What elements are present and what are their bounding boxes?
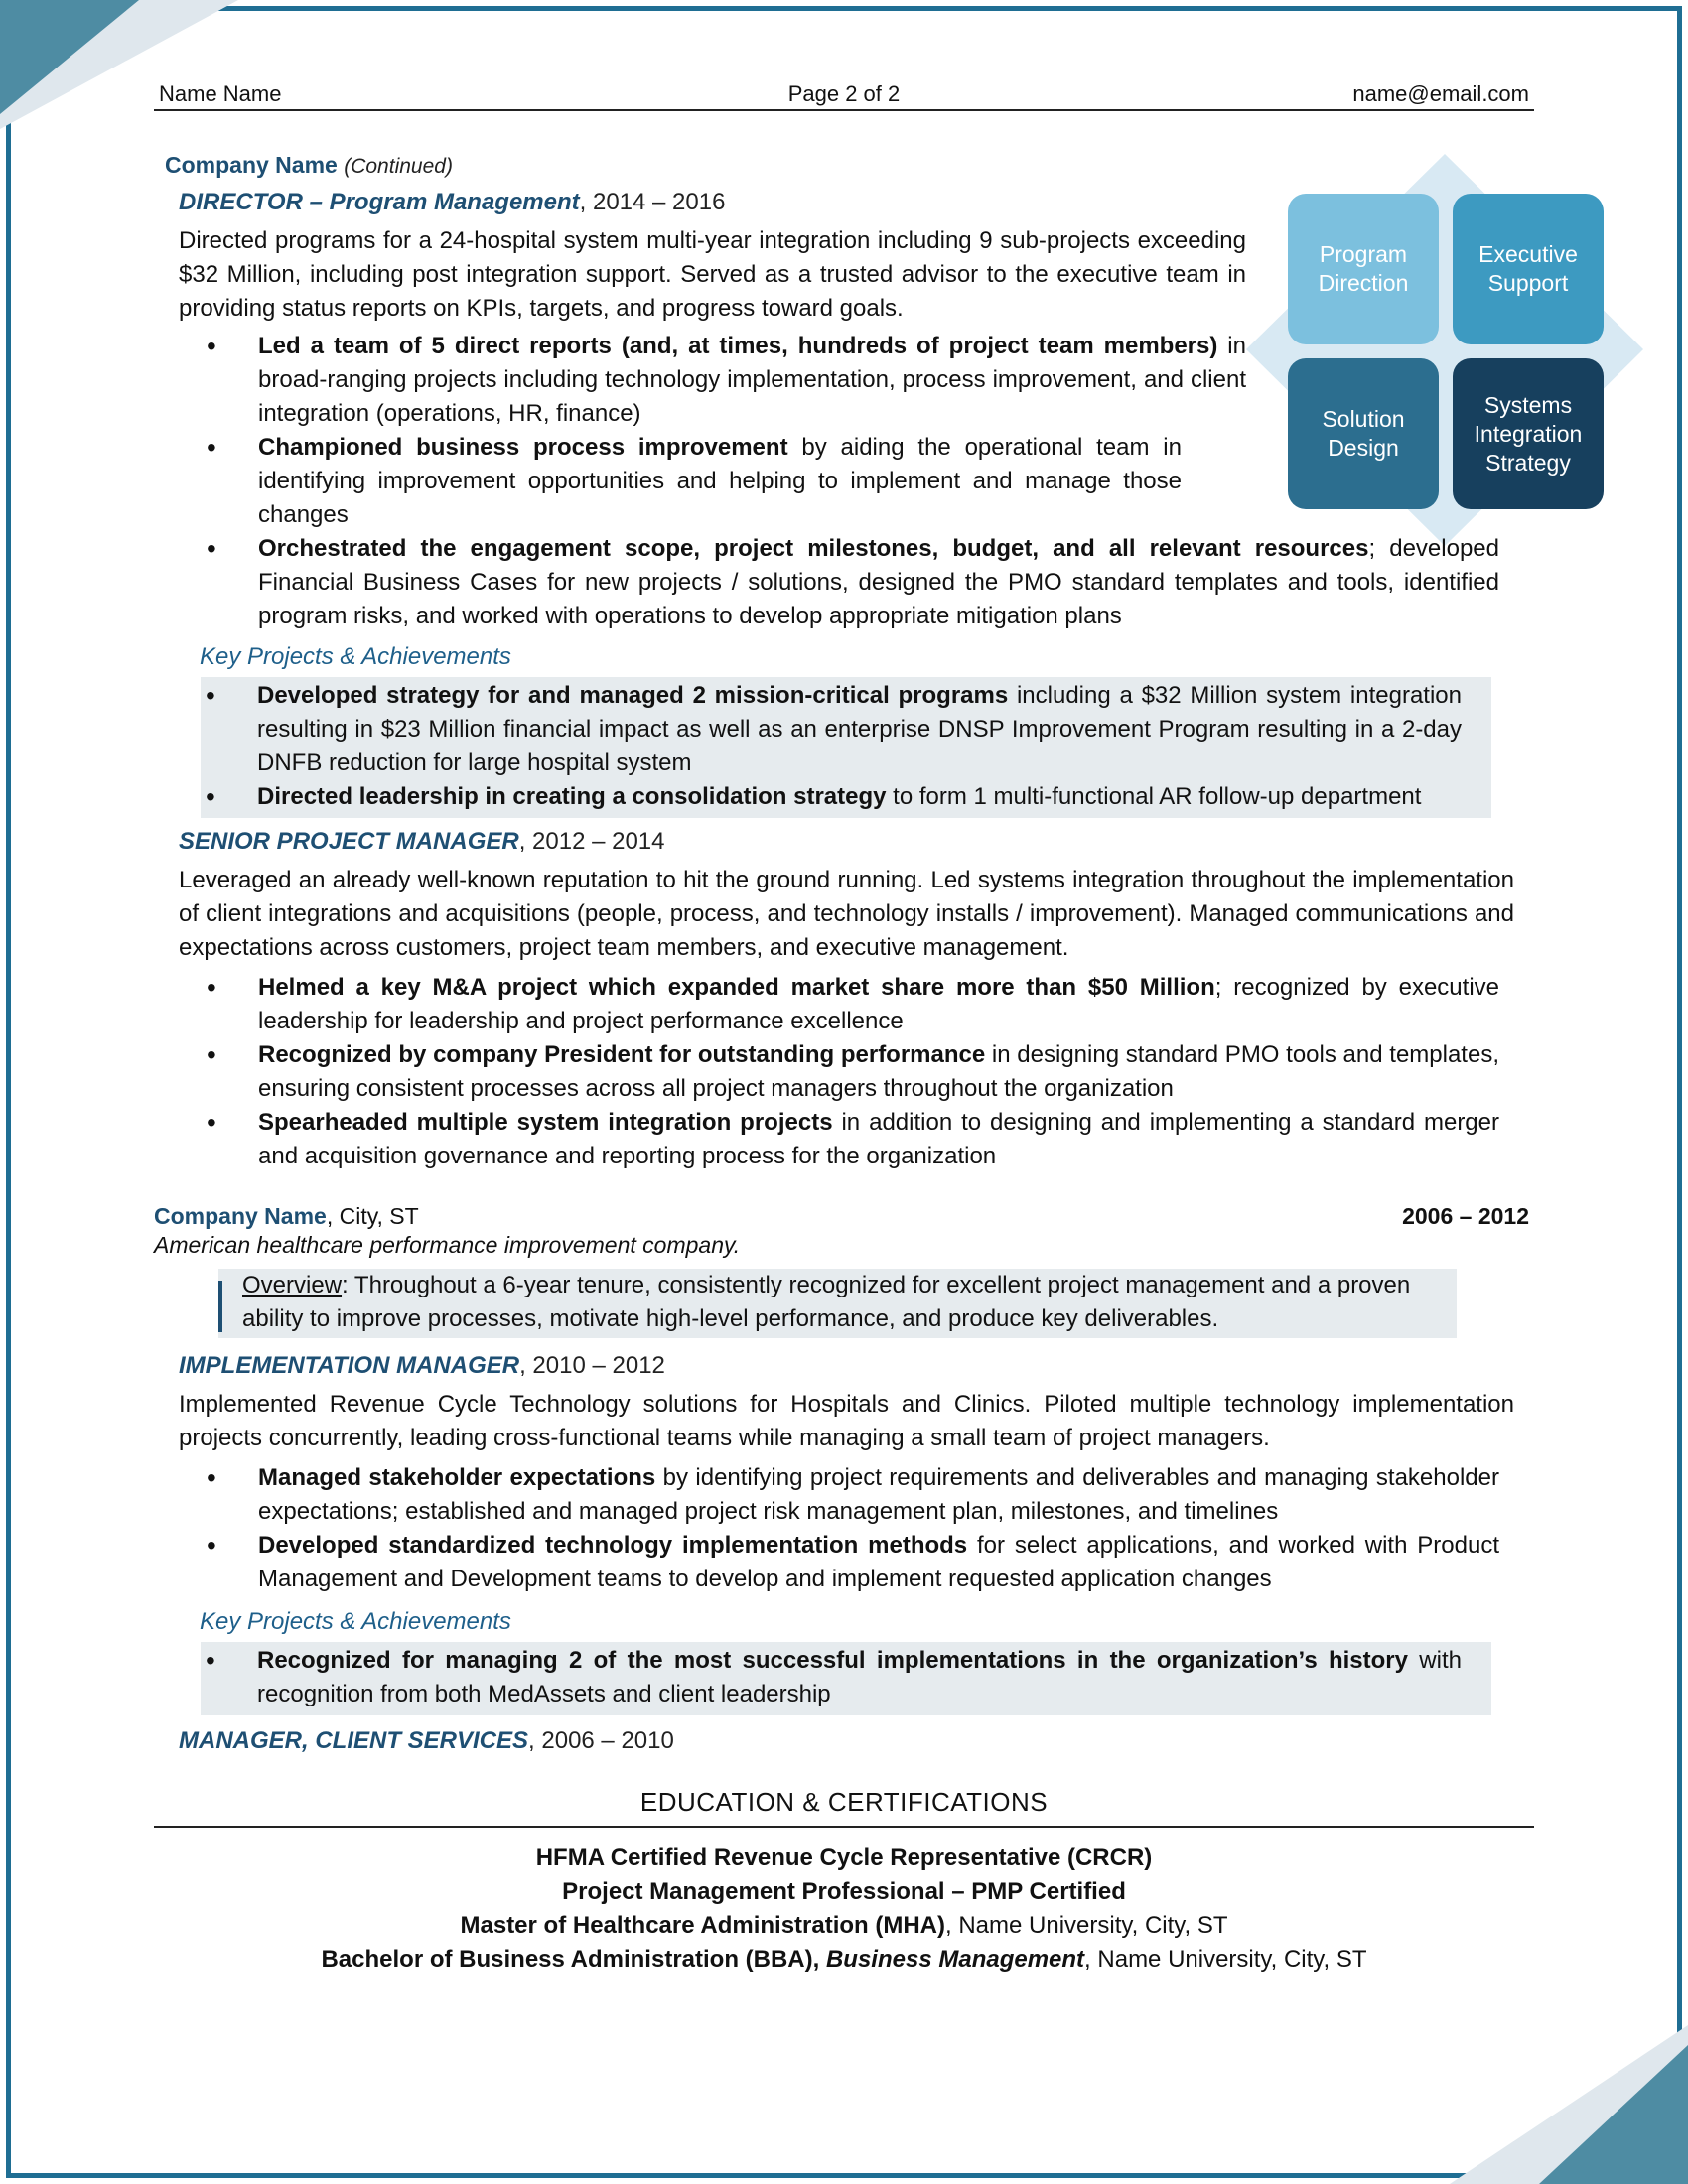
bottom-right-corner-decoration	[1450, 2025, 1688, 2184]
director-bullets	[179, 330, 1246, 532]
list-item: • Developed strategy for and managed 2 mission-critical programs including a $32 Million system integration resulting in $23 Million financial impact as well as an enterprise DNSP Improvement Program resulting in a 2-day DNFB reduction for large hospital system	[201, 679, 1462, 780]
list-item: • Recognized by company President for outstanding performance in designing standard PMO tools and templates, ensuring consistent processes across all project managers throughout the organization	[179, 1038, 1499, 1106]
job-title-manager-client-services: MANAGER, CLIENT SERVICES, 2006 – 2010	[179, 1727, 674, 1754]
page-header	[154, 75, 1534, 111]
company-header: Company Name, City, ST 2006 – 2012	[154, 1203, 1529, 1229]
key-projects-box	[201, 677, 1491, 818]
education-item: HFMA Certified Revenue Cycle Representative (CRCR)	[535, 1844, 1153, 1871]
list-item: • Managed stakeholder expectations by identifying project requirements and deliverables and managing stakeholder expectations; established and managed project risk management plan, milestones, and timelines	[179, 1461, 1499, 1529]
systems-integration-box: Systems Integration Strategy	[1453, 358, 1604, 509]
list-item: • Directed leadership in creating a consolidation strategy to form 1 multi-functional AR follow-up department	[201, 780, 1462, 814]
program-direction-box: Program Direction	[1288, 194, 1439, 344]
key-projects-label: Key Projects & Achievements	[200, 1608, 511, 1635]
company-dates: 2006 – 2012	[1402, 1203, 1529, 1229]
impl-bullets	[179, 1461, 1499, 1596]
header-email: name@email.com	[1352, 81, 1529, 106]
education-item: Project Management Professional – PMP Certified	[562, 1878, 1126, 1905]
impl-summary: Implemented Revenue Cycle Technology solutions for Hospitals and Clinics. Piloted multiple technology implementation projects concurrently, leading cross-functional teams while managing a small team of project managers.	[179, 1391, 1514, 1451]
overview-accent-bar	[218, 1281, 222, 1332]
key-projects-box	[201, 1642, 1491, 1715]
list-item: • Led a team of 5 direct reports (and, at times, hundreds of project team members) in broad-ranging projects including technology implementation, process improvement, and client integration (operations, HR, finance)	[179, 330, 1246, 431]
company-name: Company Name (Continued)	[165, 152, 453, 178]
executive-support-box: Executive Support	[1453, 194, 1604, 344]
spm-bullets	[179, 971, 1499, 1173]
list-item: • Helmed a key M&A project which expanded market share more than $50 Million; recognized by executive leadership for leadership and project performance excellence	[179, 971, 1499, 1038]
company-description: American healthcare performance improvement company.	[154, 1232, 741, 1258]
header-name: Name Name	[159, 81, 282, 106]
overview-box: Overview: Throughout a 6-year tenure, consistently recognized for excellent project management and a proven ability to improve processes, motivate high-level performance, and produce key deliverables.	[218, 1269, 1457, 1338]
director-summary: Directed programs for a 24-hospital system multi-year integration including 9 sub-projects exceeding $32 Million, including post integration support. Served as a trusted advisor to the executive team in providing status reports on KPIs, targets, and progress toward goals.	[179, 227, 1246, 322]
list-item: • Developed standardized technology implementation methods for select applications, and worked with Product Management and Development teams to develop and implement requested application changes	[179, 1529, 1499, 1596]
education-list	[154, 1842, 1534, 1977]
education-item: Bachelor of Business Administration (BBA), Business Management, Name University, City, ST	[321, 1946, 1367, 1973]
director-bullets-continued	[179, 532, 1499, 633]
company-name: Company Name	[154, 1203, 327, 1229]
list-item: • Recognized for managing 2 of the most successful implementations in the organization’s history with recognition from both MedAssets and client leadership	[201, 1644, 1462, 1711]
job-title-implementation-manager: IMPLEMENTATION MANAGER, 2010 – 2012	[179, 1352, 665, 1379]
education-item: Master of Healthcare Administration (MHA), Name University, City, ST	[460, 1912, 1228, 1939]
job-title-senior-pm: SENIOR PROJECT MANAGER, 2012 – 2014	[179, 828, 665, 855]
job-title-director: DIRECTOR – Program Management, 2014 – 2016	[179, 189, 726, 215]
education-heading: EDUCATION & CERTIFICATIONS	[154, 1787, 1534, 1828]
list-item: • Orchestrated the engagement scope, project milestones, budget, and all relevant resources; developed Financial Business Cases for new projects / solutions, designed the PMO standard templates and tools, identified program risks, and worked with operations to develop appropriate mitigation plans	[179, 532, 1499, 633]
list-item: • Championed business process improvement by aiding the operational team in identifying improvement opportunities and helping to implement and manage those changes	[179, 431, 1182, 532]
solution-design-box: Solution Design	[1288, 358, 1439, 509]
resume-page	[154, 75, 1534, 1977]
key-projects-label: Key Projects & Achievements	[200, 643, 511, 670]
spm-summary: Leveraged an already well-known reputation to hit the ground running. Led systems integration throughout the implementation of client integrations and acquisitions (people, process, and technology installs / improvement). Managed communications and expectations across customers, project team members, and executive management.	[179, 867, 1514, 961]
list-item: • Spearheaded multiple system integration projects in addition to designing and implementing a standard merger and acquisition governance and reporting process for the organization	[179, 1106, 1499, 1173]
header-page-number: Page 2 of 2	[787, 81, 901, 106]
